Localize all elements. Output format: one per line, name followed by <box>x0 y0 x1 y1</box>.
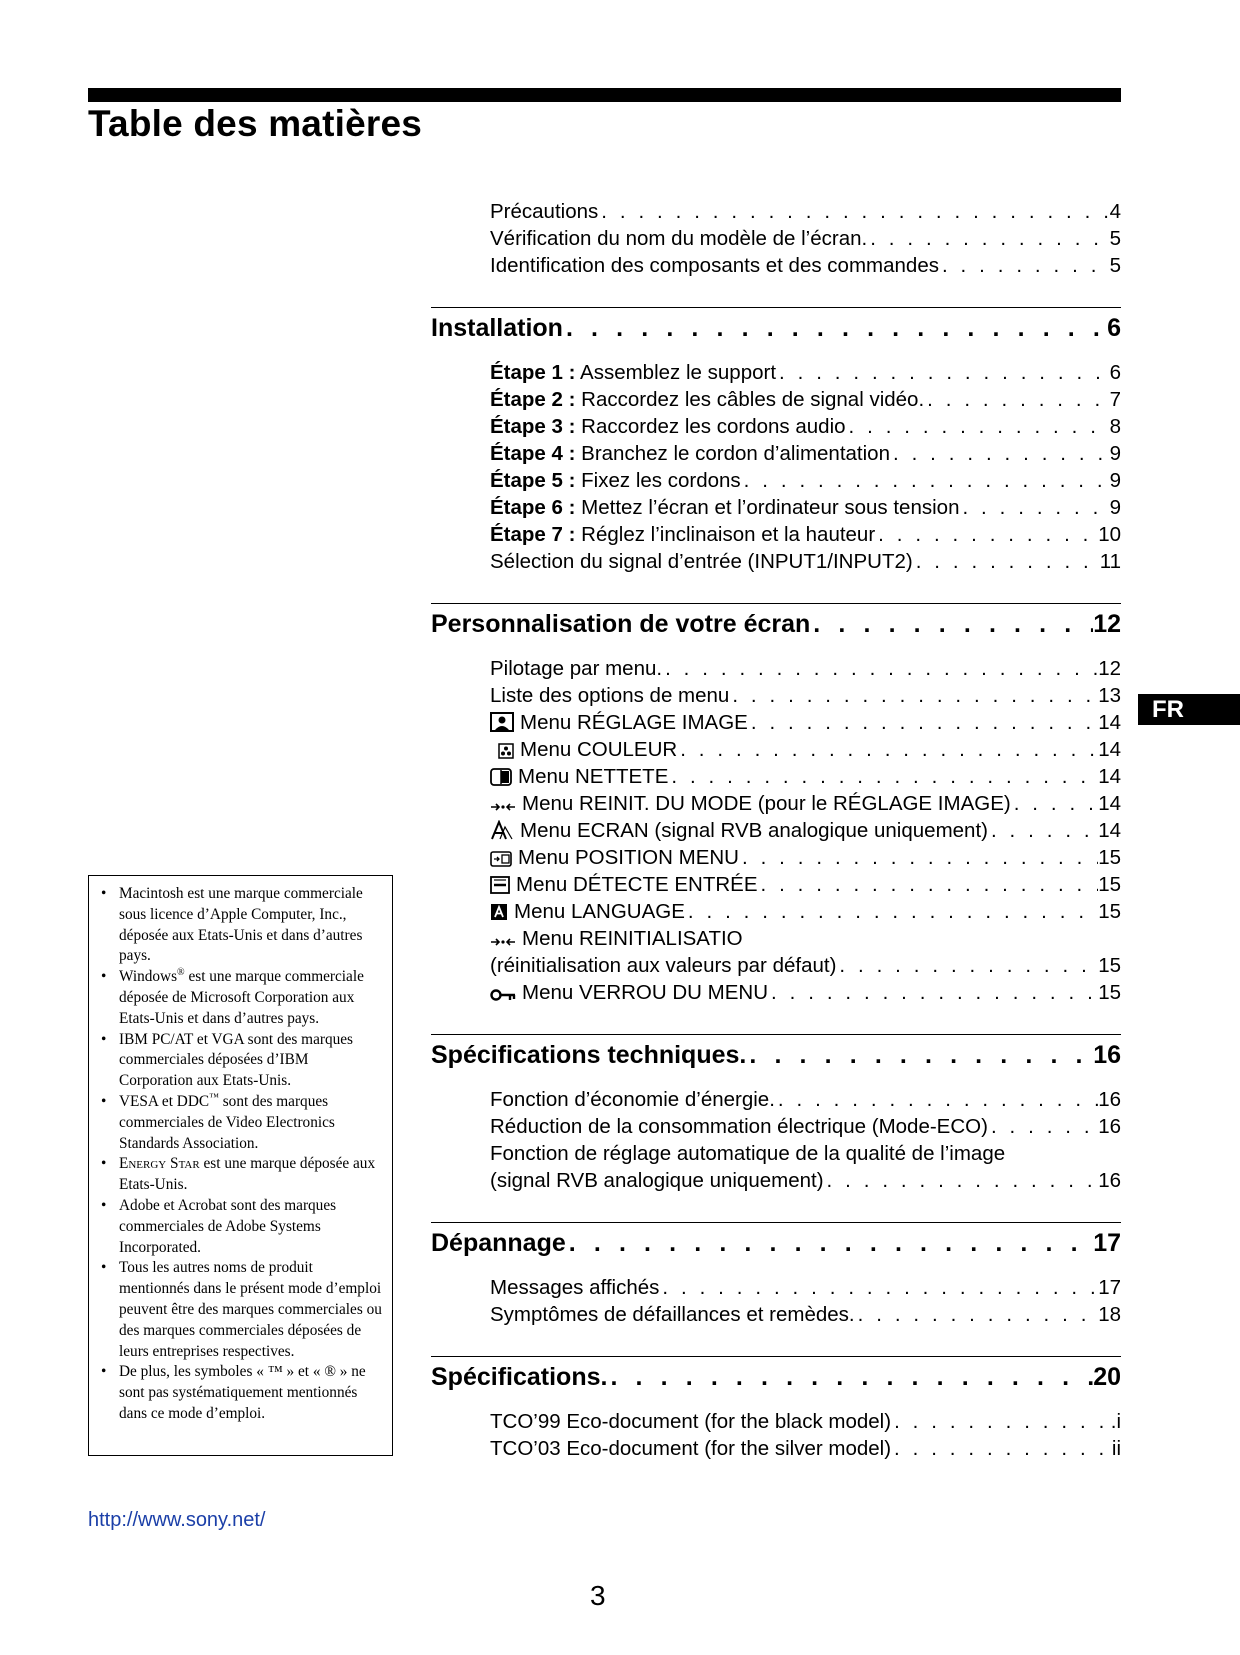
toc-entry-step-7[interactable]: Étape 7 : Réglez l’inclinaison et la hauteur . . . 10 <box>490 521 1121 548</box>
trademark-vesa: • VESA et DDC™ sont des marques commerciales de Video Electronics Standards Association. <box>99 1092 382 1154</box>
trademark-ibm: • IBM PC/AT et VGA sont des marques commerciales déposées d’IBM Corporation aux Etats-Unis. <box>99 1030 382 1092</box>
toc-entry-step-2[interactable]: Étape 2 : Raccordez les câbles de signal vidéo. . . . 7 <box>490 386 1121 413</box>
toc-entry-menu-color[interactable]: Menu COULEUR . . . 14 <box>490 736 1121 763</box>
toc-entry-step-6[interactable]: Étape 6 : Mettez l’écran et l’ordinateur sous tension . . . 9 <box>490 494 1121 521</box>
toc-entry-messages[interactable]: Messages affichés . . . 17 <box>490 1274 1121 1301</box>
trademark-energy-star: • Energy Star est une marque déposée aux Etats-Unis. <box>99 1154 382 1196</box>
trademarks-box <box>88 875 393 1456</box>
toc-entry-menu-language[interactable]: Menu LANGUAGE . . . 15 <box>490 898 1121 925</box>
toc-entry-menu-input-sensing[interactable]: Menu DÉTECTE ENTRÉE . . . 15 <box>490 871 1121 898</box>
toc-entry-power-saving[interactable]: Fonction d’économie d’énergie. . . . 16 <box>490 1086 1121 1113</box>
toc-entry-menu-screen[interactable]: Menu ECRAN (signal RVB analogique uniquement) . . . 14 <box>490 817 1121 844</box>
toc-entry-symptoms[interactable]: Symptômes de défaillances et remèdes. . . . 18 <box>490 1301 1121 1328</box>
toc-entry-step-3[interactable]: Étape 3 : Raccordez les cordons audio . . . 8 <box>490 413 1121 440</box>
toc-entry-components[interactable]: Identification des composants et des commandes . . . 5 <box>490 252 1121 279</box>
toc-entry-model-check[interactable]: Vérification du nom du modèle de l’écran. . . . 5 <box>490 225 1121 252</box>
page-number: 3 <box>590 1580 606 1611</box>
trademark-adobe: • Adobe et Acrobat sont des marques commerciales de Adobe Systems Incorporated. <box>99 1196 382 1258</box>
screen-icon <box>490 820 514 847</box>
menu-position-icon <box>490 847 512 874</box>
section-specs-tech <box>431 1034 1121 1194</box>
toc-entry-menu-control[interactable]: Pilotage par menu. . . . 12 <box>490 655 1121 682</box>
toc-entry-step-5[interactable]: Étape 5 : Fixez les cordons . . . 9 <box>490 467 1121 494</box>
toc-entry-menu-lock[interactable]: Menu VERROU DU MENU . . . 15 <box>490 979 1121 1006</box>
toc-entry-auto-adjust-line2[interactable]: (signal RVB analogique uniquement) . . . 16 <box>490 1167 1121 1194</box>
trademark-symbols: • De plus, les symboles « ™ » et « ® » ne sont pas systématiquement mentionnés dans ce mode d’emploi. <box>99 1362 382 1424</box>
table-of-contents <box>431 198 1121 1462</box>
language-icon <box>490 901 508 928</box>
section-heading-specifications[interactable]: Spécifications. . . . 20 <box>431 1356 1121 1395</box>
reset-arrows-icon <box>490 793 516 820</box>
toc-entry-menu-options[interactable]: Liste des options de menu . . . 13 <box>490 682 1121 709</box>
toc-entry-menu-position[interactable]: Menu POSITION MENU . . . 15 <box>490 844 1121 871</box>
input-sensing-icon <box>490 874 510 901</box>
toc-entry-precautions[interactable]: Précautions . . . 4 <box>490 198 1121 225</box>
language-tab: FR <box>1138 694 1240 725</box>
toc-entry-menu-picture[interactable]: Menu RÉGLAGE IMAGE . . . 14 <box>490 709 1121 736</box>
trademark-others: • Tous les autres noms de produit mentionnés dans le présent mode d’emploi peuvent être des marques commerciales ou des marques commerciales déposées de leurs entreprises respectives. <box>99 1258 382 1362</box>
trademark-macintosh: • Macintosh est une marque commerciale sous licence d’Apple Computer, Inc., déposée aux Etats-Unis et dans d’autres pays. <box>99 884 382 967</box>
toc-entry-auto-adjust-line1[interactable]: Fonction de réglage automatique de la qualité de l’image <box>490 1142 1006 1165</box>
toc-entry-eco-mode[interactable]: Réduction de la consommation électrique (Mode-ECO) . . . 16 <box>490 1113 1121 1140</box>
section-installation <box>431 307 1121 575</box>
section-heading-specs-tech[interactable]: Spécifications techniques. . . . 16 <box>431 1034 1121 1073</box>
toc-entry-menu-sharpness[interactable]: Menu NETTETE . . . 14 <box>490 763 1121 790</box>
toc-entry-step-4[interactable]: Étape 4 : Branchez le cordon d’alimentation . . . 9 <box>490 440 1121 467</box>
toc-entry-menu-reset-line2[interactable]: (réinitialisation aux valeurs par défaut) . . . 15 <box>490 952 1121 979</box>
toc-entry-step-1[interactable]: Étape 1 : Assemblez le support . . . 6 <box>490 359 1121 386</box>
section-heading-depannage[interactable]: Dépannage . . . 17 <box>431 1222 1121 1261</box>
section-depannage <box>431 1222 1121 1328</box>
section-specifications <box>431 1356 1121 1462</box>
reset-arrows-icon <box>490 928 516 955</box>
sony-url-link[interactable]: http://www.sony.net/ <box>88 1509 266 1531</box>
section-heading-personnalisation[interactable]: Personnalisation de votre écran . . . 12 <box>431 603 1121 642</box>
toc-entry-tco99[interactable]: TCO’99 Eco-document (for the black model) . . . .i <box>490 1408 1121 1435</box>
section-heading-installation[interactable]: Installation . . . 6 <box>431 307 1121 346</box>
picture-adjust-icon <box>490 712 514 739</box>
toc-entry-tco03[interactable]: TCO’03 Eco-document (for the silver model) . . . ii <box>490 1435 1121 1462</box>
page-title: Table des matières <box>88 103 423 144</box>
section-personnalisation <box>431 603 1121 1006</box>
toc-entry-menu-reset-line1[interactable]: Menu REINITIALISATIO <box>490 925 1121 952</box>
intro-entries <box>431 198 1121 279</box>
sharpness-icon <box>490 766 512 793</box>
toc-entry-menu-mode-reset[interactable]: Menu REINIT. DU MODE (pour le RÉGLAGE IMAGE) . . . 14 <box>490 790 1121 817</box>
key-icon <box>490 982 516 1009</box>
color-icon <box>498 739 514 766</box>
toc-entry-input-selection[interactable]: Sélection du signal d’entrée (INPUT1/INPUT2) . . . 11 <box>490 548 1121 575</box>
trademark-windows: • Windows® est une marque commerciale déposée de Microsoft Corporation aux Etats-Unis et dans d’autres pays. <box>99 967 382 1029</box>
